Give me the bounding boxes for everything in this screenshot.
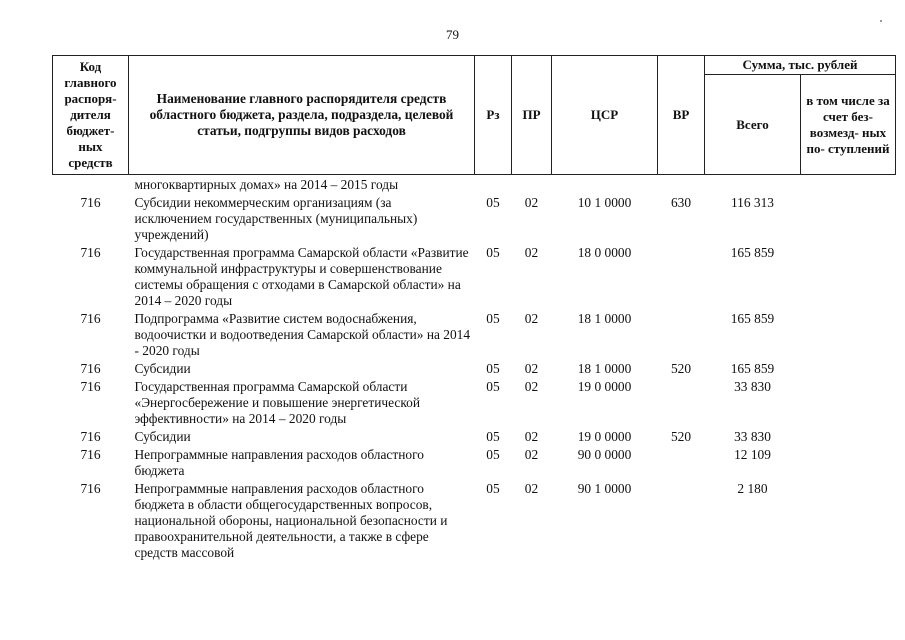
cell-pr: 02 [524, 195, 539, 210]
cell-vr [658, 175, 705, 194]
header-total: Всего [705, 75, 801, 175]
cell-csr: 19 0 0000 [577, 379, 632, 394]
header-rz: Рз [475, 56, 512, 175]
cell-vr: 630 [670, 195, 692, 210]
table-row [53, 445, 896, 479]
cell-pr: 02 [524, 429, 539, 444]
cell-rz [475, 175, 512, 194]
cell-rz: 05 [486, 311, 500, 326]
header-sum: Сумма, тыс. рублей [705, 56, 896, 75]
cell-pr [512, 175, 552, 194]
cell-csr: 90 1 0000 [577, 481, 632, 496]
cell-vr [658, 309, 705, 359]
cell-rz: 05 [486, 361, 500, 376]
cell-name: Непрограммные направления расходов областного бюджета в области общегосударственных вопросов, национальной обороны, национальной безопасности и правоохранительной деятельности, а также в сфере средств массовой [134, 481, 448, 560]
cell-name: Государственная программа Самарской области «Развитие коммунальной инфраструктуры и совершенствование системы обращения с отходами в Самарской области» на 2014 – 2020 годы [134, 245, 469, 308]
cell-code: 716 [80, 481, 101, 496]
cell-code: 716 [80, 429, 101, 444]
table-row [53, 427, 896, 445]
cell-csr: 18 1 0000 [577, 361, 632, 376]
table-row [53, 377, 896, 427]
cell-free [801, 377, 896, 427]
cell-total: 2 180 [737, 481, 768, 496]
table-row [53, 243, 896, 309]
header-code: Код главного распоря- дителя бюджет- ных средств [53, 56, 129, 175]
cell-total: 165 859 [730, 361, 775, 376]
cell-free [801, 193, 896, 243]
cell-free [801, 359, 896, 377]
cell-pr: 02 [524, 379, 539, 394]
cell-csr: 10 1 0000 [577, 195, 632, 210]
cell-code: 716 [80, 311, 101, 326]
cell-total [705, 175, 801, 194]
cell-csr: 19 0 0000 [577, 429, 632, 444]
scan-speck [880, 20, 882, 22]
cell-code: 716 [80, 379, 101, 394]
cell-free [801, 479, 896, 561]
cell-free [801, 427, 896, 445]
cell-code: 716 [80, 447, 101, 462]
header-pr: ПР [512, 56, 552, 175]
header-name: Наименование главного распорядителя средств областного бюджета, раздела, подраздела, целевой статьи, подгруппы видов расходов [129, 56, 475, 175]
cell-csr [552, 175, 658, 194]
table-row [53, 309, 896, 359]
cell-name: многоквартирных домах» на 2014 – 2015 годы [134, 177, 399, 192]
cell-vr: 520 [670, 361, 692, 376]
cell-name: Субсидии [134, 361, 191, 376]
cell-free [801, 445, 896, 479]
cell-rz: 05 [486, 481, 500, 496]
cell-vr [658, 243, 705, 309]
cell-vr [658, 377, 705, 427]
cell-total: 12 109 [734, 447, 771, 462]
page-number: 79 [446, 27, 459, 42]
table-row [53, 359, 896, 377]
cell-rz: 05 [486, 245, 500, 260]
cell-free [801, 243, 896, 309]
table-row [53, 479, 896, 561]
cell-code: 716 [80, 361, 101, 376]
header-csr: ЦСР [552, 56, 658, 175]
cell-pr: 02 [524, 361, 539, 376]
cell-pr: 02 [524, 481, 539, 496]
cell-rz: 05 [486, 195, 500, 210]
cell-name: Субсидии [134, 429, 191, 444]
cell-csr: 90 0 0000 [577, 447, 632, 462]
cell-total: 165 859 [730, 245, 775, 260]
cell-pr: 02 [524, 245, 539, 260]
cell-total: 165 859 [730, 311, 775, 326]
cell-total: 33 830 [734, 379, 771, 394]
cell-pr: 02 [524, 311, 539, 326]
cell-csr: 18 0 0000 [577, 245, 632, 260]
table-row [53, 193, 896, 243]
cell-code [53, 175, 129, 194]
cell-vr [658, 479, 705, 561]
cell-rz: 05 [486, 447, 500, 462]
budget-table [52, 55, 896, 561]
table-body [53, 175, 896, 562]
cell-csr: 18 1 0000 [577, 311, 632, 326]
cell-pr: 02 [524, 447, 539, 462]
table-row [53, 175, 896, 194]
cell-free [801, 175, 896, 194]
cell-name: Государственная программа Самарской области «Энергосбережение и повышение энергетической эффективности» на 2014 – 2020 годы [134, 379, 421, 426]
cell-free [801, 309, 896, 359]
cell-name: Подпрограмма «Развитие систем водоснабжения, водоочистки и водоотведения Самарской области» на 2014 - 2020 годы [134, 311, 471, 358]
cell-rz: 05 [486, 429, 500, 444]
cell-total: 116 313 [730, 195, 775, 210]
header-vr: ВР [658, 56, 705, 175]
cell-code: 716 [80, 195, 101, 210]
cell-name: Непрограммные направления расходов областного бюджета [134, 447, 424, 478]
cell-rz: 05 [486, 379, 500, 394]
cell-name: Субсидии некоммерческим организациям (за исключением государственных (муниципальных) учреждений) [134, 195, 418, 242]
cell-vr: 520 [670, 429, 692, 444]
cell-total: 33 830 [734, 429, 771, 444]
cell-code: 716 [80, 245, 101, 260]
cell-vr [658, 445, 705, 479]
header-free: в том числе за счет без- возмезд- ных по- ступлений [801, 75, 896, 175]
